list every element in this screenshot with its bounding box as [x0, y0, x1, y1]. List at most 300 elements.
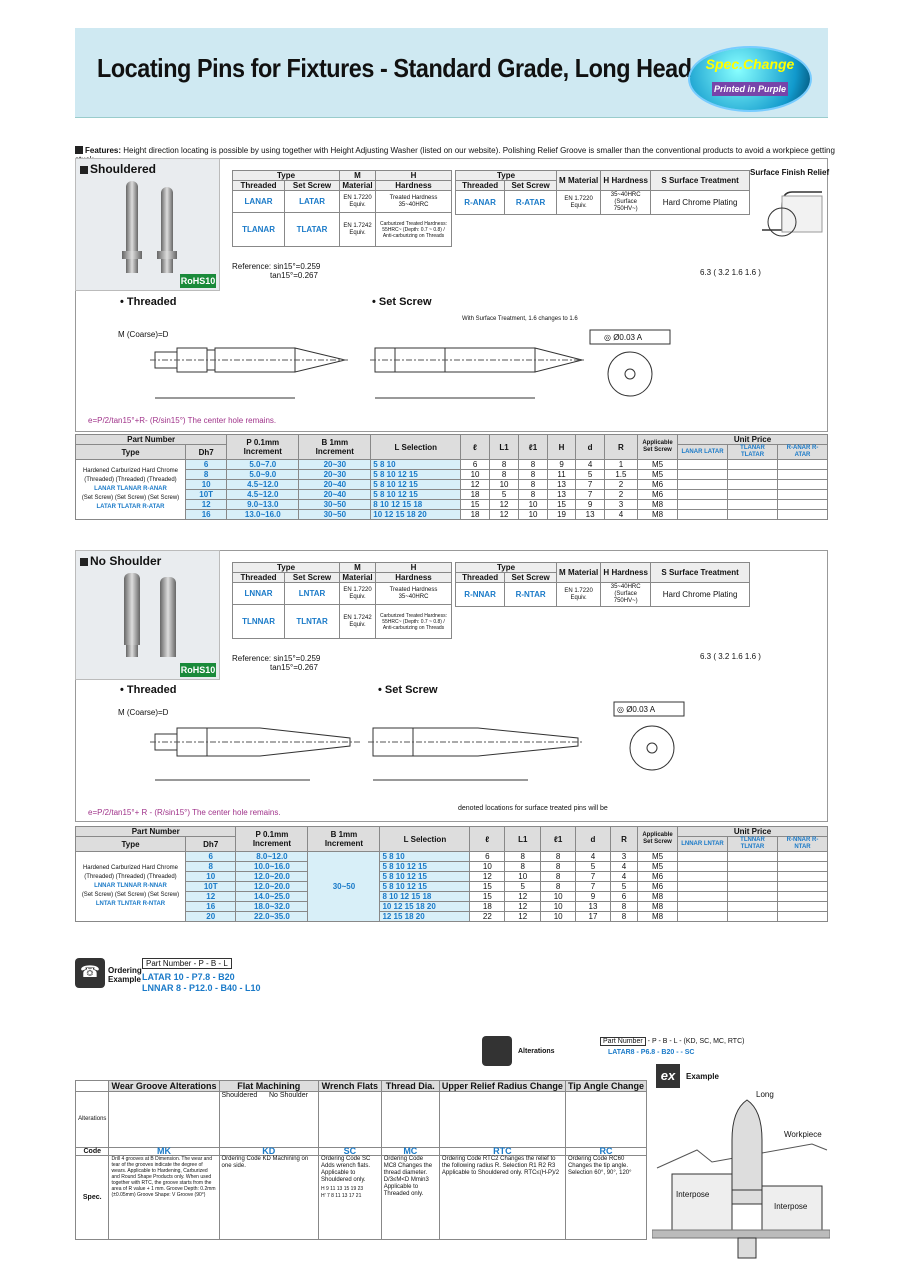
dd-cell: 13: [576, 510, 605, 520]
r-header: R: [610, 827, 637, 852]
alt-col-header: Upper Relief Radius Change: [439, 1081, 565, 1092]
row-label: Code: [76, 1148, 109, 1156]
type-header: Type: [76, 445, 186, 460]
dd-cell: 13: [576, 902, 611, 912]
p-cell: 8.0~12.0: [236, 852, 308, 862]
price-cell: [778, 892, 828, 902]
d-cell: 12: [186, 500, 227, 510]
alt-drawing-kd: Shouldered No Shoulder: [219, 1092, 318, 1148]
roughness-symbols: 6.3 ( 3.2 1.6 1.6 ): [700, 652, 761, 661]
h-cell: 13: [547, 480, 576, 490]
with-surface-note: With Surface Treatment, 1.6 changes to 1.6: [462, 316, 578, 322]
spec-cell: Ordering Code RTC2 Changes the relief to the following radius R. Selection R1 R2 R3 Applicable to Shouldered only. RTC≤(H-P)/2: [439, 1156, 565, 1240]
p-cell: 5.0~7.0: [227, 460, 299, 470]
hardness-cell: Treated Hardness 35~40HRC: [376, 191, 452, 213]
ell1-cell: 8: [541, 862, 576, 872]
price-cell: [778, 460, 828, 470]
e-formula-note: e=P/2/tan15°+R- (R/sin15°) The center hole remains.: [88, 416, 277, 425]
ell-header: ℓ: [470, 827, 505, 852]
l-cell: 5 8 10 12 15: [371, 470, 461, 480]
type-header: Type: [456, 171, 557, 181]
h-cell: 19: [547, 510, 576, 520]
b-header: B 1mm Increment: [299, 435, 371, 460]
material-header: Material: [340, 181, 376, 191]
pin-shoulder: [157, 251, 177, 259]
price-cell: [728, 500, 778, 510]
price-cell: [678, 862, 728, 872]
l1-cell: 8: [505, 852, 541, 862]
r-cell: 1: [604, 460, 637, 470]
surface-header: S Surface Treatment: [651, 563, 750, 583]
unit-price-header: Unit Price: [678, 435, 828, 445]
setscrew-header: Set Screw: [285, 181, 340, 191]
roughness-symbols: 6.3 ( 3.2 1.6 1.6 ): [700, 268, 761, 277]
noshoulder-spec-table-right: [455, 562, 750, 607]
l1-cell: 12: [505, 892, 541, 902]
price-cell: [778, 912, 828, 922]
ell-cell: 6: [470, 852, 505, 862]
ell-cell: 18: [470, 902, 505, 912]
unit-price-header: Unit Price: [678, 827, 828, 837]
badge-line1: Spec.Change: [705, 56, 795, 72]
type-description: Hardened Carburized Hard Chrome (Threaded) (Threaded) (Threaded) LNNAR TLNNAR R-NNAR (Set Screw) (Set Screw) (Set Screw) LNTAR TLNTAR R-NTAR: [76, 852, 186, 922]
l-cell: 5 8 10: [371, 460, 461, 470]
ell1-cell: 8: [541, 872, 576, 882]
square-bullet-icon: [80, 558, 88, 566]
p-cell: 9.0~13.0: [227, 500, 299, 510]
type-cell: R-NNAR: [456, 583, 505, 607]
pin-image: [124, 573, 140, 645]
material-header: M Material: [557, 171, 601, 191]
type-header: Type: [233, 563, 340, 573]
r-cell: 4: [610, 872, 637, 882]
ordering-icon: ☎: [75, 958, 105, 988]
s-cell: M5: [638, 470, 678, 480]
ell1-header: ℓ1: [519, 435, 548, 460]
shouldered-title: [80, 162, 156, 176]
code-cell: MC: [381, 1148, 439, 1156]
m-coarse-label: M (Coarse)=D: [118, 708, 169, 717]
dd-cell: 9: [576, 500, 605, 510]
price-col-header: R-NNAR R-NTAR: [778, 837, 828, 852]
price-cell: [678, 470, 728, 480]
price-cell: [728, 510, 778, 520]
interpose-label: Interpose: [676, 1190, 710, 1199]
l1-header: L1: [489, 435, 518, 460]
ordering-label: Ordering Example: [108, 966, 142, 984]
shouldered-spec-table-right: [455, 170, 750, 215]
dd-cell: 5: [576, 862, 611, 872]
l-cell: 5 8 10 12 15: [371, 480, 461, 490]
price-cell: [728, 862, 778, 872]
d-cell: 10: [186, 480, 227, 490]
shouldered-parts-table: [75, 434, 828, 520]
p-cell: 14.0~25.0: [236, 892, 308, 902]
material-cell: EN 1.7220 Equiv.: [340, 191, 376, 213]
ell1-cell: 10: [541, 912, 576, 922]
p-cell: 12.0~20.0: [236, 882, 308, 892]
h-header: H: [376, 171, 452, 181]
h-cell: 11: [547, 470, 576, 480]
pin-thread: [126, 259, 138, 273]
d-cell: 12: [186, 892, 236, 902]
shouldered-spec-table-left: [232, 170, 452, 247]
ell-cell: 22: [470, 912, 505, 922]
surface-finish-relief-diagram: [752, 182, 828, 262]
s-cell: M6: [638, 480, 678, 490]
d-cell: 20: [186, 912, 236, 922]
b-cell: 30~50: [299, 510, 371, 520]
material-header: Material: [340, 573, 376, 583]
r-cell: 3: [604, 500, 637, 510]
ell1-cell: 10: [519, 510, 548, 520]
l-cell: 5 8 10 12 15: [380, 862, 470, 872]
d-header: Dh7: [186, 837, 236, 852]
r-cell: 4: [610, 862, 637, 872]
code-cell: MK: [109, 1148, 219, 1156]
threaded-header: Threaded: [233, 181, 285, 191]
type-cell: TLANAR: [233, 213, 285, 247]
r-cell: 5: [610, 882, 637, 892]
material-cell: EN 1.7220 Equiv.: [557, 191, 601, 215]
price-cell: [678, 500, 728, 510]
price-cell: [728, 480, 778, 490]
alterations-table: [75, 1080, 647, 1240]
denoted-note: denoted locations for surface treated pins will be: [458, 805, 608, 812]
m-header: M: [340, 563, 376, 573]
price-cell: [778, 872, 828, 882]
type-cell: LNNAR: [233, 583, 285, 605]
price-cell: [728, 852, 778, 862]
price-cell: [778, 490, 828, 500]
pin-shoulder: [122, 251, 142, 259]
price-cell: [678, 892, 728, 902]
ell-cell: 18: [461, 490, 490, 500]
ell1-cell: 10: [519, 500, 548, 510]
price-cell: [728, 912, 778, 922]
price-cell: [778, 852, 828, 862]
square-bullet-icon: [80, 166, 88, 174]
dd-cell: 4: [576, 852, 611, 862]
l-cell: 8 10 12 15 18: [371, 500, 461, 510]
s-cell: M5: [638, 852, 678, 862]
d-cell: 10: [186, 872, 236, 882]
row-label: Alterations: [76, 1092, 109, 1148]
l-cell: 5 8 10 12 15: [380, 882, 470, 892]
ell1-header: ℓ1: [541, 827, 576, 852]
type-description: Hardened Carburized Hard Chrome (Threaded) (Threaded) (Threaded) LANAR TLANAR R-ANAR (Set Screw) (Set Screw) (Set Screw) LATAR TLATAR R-ATAR: [76, 460, 186, 520]
d-cell: 16: [186, 902, 236, 912]
type-cell: R-NTAR: [505, 583, 557, 607]
price-cell: [678, 912, 728, 922]
ell-cell: 18: [461, 510, 490, 520]
price-col-header: LANAR LATAR: [678, 445, 728, 460]
pin-image: [126, 181, 138, 261]
r-cell: 3: [610, 852, 637, 862]
threaded-header: Threaded: [233, 573, 285, 583]
d-cell: 6: [186, 460, 227, 470]
s-cell: M5: [638, 862, 678, 872]
h-header: H: [376, 563, 452, 573]
l1-cell: 12: [505, 902, 541, 912]
dd-cell: 7: [576, 882, 611, 892]
l1-cell: 8: [505, 862, 541, 872]
price-cell: [678, 902, 728, 912]
l1-cell: 12: [489, 510, 518, 520]
alt-drawing-mc: [381, 1092, 439, 1148]
s-cell: M8: [638, 892, 678, 902]
reference-line1: Reference: sin15°=0.259: [232, 262, 321, 271]
r-cell: 6: [610, 892, 637, 902]
l1-cell: 8: [489, 460, 518, 470]
b-cell: 20~40: [299, 480, 371, 490]
price-cell: [778, 470, 828, 480]
l1-cell: 10: [505, 872, 541, 882]
h-cell: 15: [547, 500, 576, 510]
long-label: Long: [756, 1090, 774, 1099]
price-cell: [678, 480, 728, 490]
type-cell: LATAR: [285, 191, 340, 213]
d-cell: 10T: [186, 490, 227, 500]
surface-finish-relief-label: Surface Finish Relief: [750, 168, 830, 177]
l1-cell: 5: [505, 882, 541, 892]
example-badge: ex: [656, 1064, 680, 1088]
l1-cell: 5: [489, 490, 518, 500]
ell1-cell: 8: [519, 480, 548, 490]
d-header: d: [576, 827, 611, 852]
hardness-cell: Treated Hardness 35~40HRC: [376, 583, 452, 605]
p-cell: 10.0~16.0: [236, 862, 308, 872]
pin-image: [160, 577, 176, 657]
alt-col-header: Tip Angle Change: [565, 1081, 646, 1092]
price-cell: [678, 882, 728, 892]
alt-col-header: Wrench Flats: [318, 1081, 381, 1092]
b-header: B 1mm Increment: [308, 827, 380, 852]
p-cell: 12.0~20.0: [236, 872, 308, 882]
h-cell: 9: [547, 460, 576, 470]
price-cell: [728, 902, 778, 912]
price-cell: [678, 460, 728, 470]
ell1-cell: 10: [541, 902, 576, 912]
price-cell: [778, 862, 828, 872]
material-cell: EN 1.7242 Equiv.: [340, 605, 376, 639]
alterations-icon: [482, 1036, 512, 1066]
spec-cell: Drill 4 grooves at B Dimension. The wear and tear of the grooves indicate the degree of wears. Applicable to Hardening, Carburized and Round Shape Products only. When used together with RTC, the groove starts from the area of R value + 1 mm. Groove Depth: 0.2mm (±0.05mm) Groove Shape: V Groove (90°): [109, 1156, 219, 1240]
l-cell: 12 15 18 20: [380, 912, 470, 922]
material-header: M Material: [557, 563, 601, 583]
l-cell: 10 12 15 18 20: [371, 510, 461, 520]
spec-cell: Ordering Code KD Machining on one side.: [219, 1156, 318, 1240]
r-cell: 8: [610, 912, 637, 922]
d-header: d: [576, 435, 605, 460]
type-cell: R-ANAR: [456, 191, 505, 215]
part-number-header: Part Number: [76, 435, 227, 445]
ell1-cell: 8: [541, 852, 576, 862]
type-cell: R-ATAR: [505, 191, 557, 215]
dd-cell: 7: [576, 872, 611, 882]
ell-cell: 12: [461, 480, 490, 490]
r-cell: 2: [604, 490, 637, 500]
d-cell: 6: [186, 852, 236, 862]
ordering-example1: LATAR 10 - P7.8 - B20: [142, 972, 235, 982]
hardness-cell: Carburized Treated Hardness: 55HRC~ (Depth: 0.7 ~ 0.8) / Anti-carburizing on Threads: [376, 213, 452, 247]
hardness-header: H Hardness: [601, 563, 651, 583]
dd-cell: 7: [576, 490, 605, 500]
s-cell: M6: [638, 872, 678, 882]
p-cell: 13.0~16.0: [227, 510, 299, 520]
price-cell: [728, 490, 778, 500]
hardness-header: H Hardness: [601, 171, 651, 191]
p-cell: 5.0~9.0: [227, 470, 299, 480]
surface-cell: Hard Chrome Plating: [651, 583, 750, 607]
interpose-label: Interpose: [774, 1202, 808, 1211]
shouldered-photo: [75, 158, 220, 291]
p-cell: 18.0~32.0: [236, 902, 308, 912]
d-cell: 16: [186, 510, 227, 520]
b-cell: 20~30: [299, 470, 371, 480]
spec-change-badge: [690, 48, 810, 110]
type-cell: TLNNAR: [233, 605, 285, 639]
ns-setscrew-pin-drawing: [368, 712, 588, 792]
price-cell: [728, 470, 778, 480]
ell-cell: 6: [461, 460, 490, 470]
l-cell: 8 10 12 15 18: [380, 892, 470, 902]
price-cell: [728, 892, 778, 902]
alt-drawing-mk: [109, 1092, 219, 1148]
setscrew-label: • Set Screw: [378, 684, 438, 696]
material-cell: EN 1.7220 Equiv.: [340, 583, 376, 605]
price-cell: [678, 490, 728, 500]
ordering-header: Part Number - P - B - L: [142, 958, 232, 969]
r-cell: 1.5: [604, 470, 637, 480]
l-cell: 10 12 15 18 20: [380, 902, 470, 912]
ell-cell: 10: [461, 470, 490, 480]
part-number-header: Part Number: [76, 827, 236, 837]
l-cell: 5 8 10: [380, 852, 470, 862]
alterations-example: LATAR8 - P6.8 - B20 - - SC: [608, 1049, 695, 1056]
ell1-cell: 10: [541, 892, 576, 902]
s-cell: M8: [638, 912, 678, 922]
type-header: Type: [456, 563, 557, 573]
ell-cell: 15: [470, 892, 505, 902]
s-cell: M8: [638, 902, 678, 912]
noshoulder-photo: [75, 550, 220, 680]
surface-cell: Hard Chrome Plating: [651, 191, 750, 215]
square-bullet-icon: [75, 146, 83, 154]
hardness-cell: 35~40HRC (Surface 750HV~): [601, 191, 651, 215]
tolerance-label: ◎ Ø0.03 A: [604, 333, 643, 342]
m-header: M: [340, 171, 376, 181]
price-cell: [728, 872, 778, 882]
spec-cell: Ordering Code SC Adds wrench flats. Applicable to Shouldered only. H 9 11 13 15 19 23 H' 7 8 11 13 17 21: [318, 1156, 381, 1240]
type-cell: TLNTAR: [285, 605, 340, 639]
price-col-header: R-ANAR R-ATAR: [778, 445, 828, 460]
d-header: Dh7: [186, 445, 227, 460]
h-cell: 13: [547, 490, 576, 500]
price-cell: [778, 882, 828, 892]
l1-cell: 12: [489, 500, 518, 510]
ell1-cell: 8: [541, 882, 576, 892]
material-cell: EN 1.7220 Equiv.: [557, 583, 601, 607]
reference-line2: tan15°=0.267: [270, 663, 318, 672]
rohs-badge: RoHS10: [180, 665, 216, 675]
alt-drawing-rc: [565, 1092, 646, 1148]
row-label: Spec.: [76, 1156, 109, 1240]
noshoulder-title: [80, 554, 161, 568]
b-cell: 20~40: [299, 490, 371, 500]
r-cell: 2: [604, 480, 637, 490]
b-cell: 30~50: [308, 852, 380, 922]
l1-cell: 10: [489, 480, 518, 490]
ell1-cell: 8: [519, 460, 548, 470]
ell1-cell: 8: [519, 470, 548, 480]
dd-cell: 17: [576, 912, 611, 922]
alt-drawing-rtc: [439, 1092, 565, 1148]
type-header: Type: [76, 837, 186, 852]
ell-cell: 15: [470, 882, 505, 892]
p-header: P 0.1mm Increment: [227, 435, 299, 460]
noshoulder-spec-table-left: [232, 562, 452, 639]
setscrew-header: Set Screw: [505, 573, 557, 583]
s-cell: M5: [638, 460, 678, 470]
ordering-example2: LNNAR 8 - P12.0 - B40 - L10: [142, 983, 261, 993]
r-cell: 4: [604, 510, 637, 520]
features-label: Features:: [85, 146, 122, 155]
price-cell: [778, 902, 828, 912]
d-cell: 8: [186, 862, 236, 872]
l-cell: 5 8 10 12 15: [371, 490, 461, 500]
alterations-label: Alterations: [518, 1048, 555, 1055]
page-title: Locating Pins for Fixtures - Standard Grade, Long Head: [97, 53, 692, 83]
price-cell: [728, 460, 778, 470]
r-header: R: [604, 435, 637, 460]
p-header: P 0.1mm Increment: [236, 827, 308, 852]
l-header: L Selection: [371, 435, 461, 460]
price-cell: [678, 510, 728, 520]
s-cell: M8: [638, 500, 678, 510]
alterations-header: Part Number - P - B - L - (KD, SC, MC, RTC): [600, 1038, 744, 1045]
setscrew-header: Set Screw: [285, 573, 340, 583]
code-cell: RTC: [439, 1148, 565, 1156]
threaded-header: Threaded: [456, 573, 505, 583]
ell-cell: 15: [461, 500, 490, 510]
hardness-cell: Carburized Treated Hardness: 55HRC~ (Depth: 0.7 ~ 0.8) / Anti-carburizing on Threads: [376, 605, 452, 639]
l-header: L Selection: [380, 827, 470, 852]
threaded-label: • Threaded: [120, 296, 177, 308]
features-body: Height direction locating is possible by using together with Height Adjusting Washer (listed on our website). Polishing Relief Groove is smaller than the conventional products to avoid a workpiece getting: [123, 146, 835, 155]
b-cell: 30~50: [299, 500, 371, 510]
spec-cell: Ordering Code MC8 Changes the thread diameter. D/3≤M<D Mmin3 Applicable to Threaded only.: [381, 1156, 439, 1240]
rohs-badge: RoHS10: [180, 276, 216, 286]
price-col-header: LNNAR LNTAR: [678, 837, 728, 852]
ell-cell: 12: [470, 872, 505, 882]
threaded-pin-drawing: [150, 330, 360, 410]
setscrew-label: • Set Screw: [372, 296, 432, 308]
type-header: Type: [233, 171, 340, 181]
d-cell: 10T: [186, 882, 236, 892]
reference-line2: tan15°=0.267: [270, 271, 318, 280]
s-cell: M6: [638, 490, 678, 500]
noshoulder-title-text: No Shoulder: [90, 554, 162, 568]
reference-line1: Reference: sin15°=0.259: [232, 654, 321, 663]
dd-cell: 9: [576, 892, 611, 902]
s-cell: M8: [638, 510, 678, 520]
price-cell: [678, 872, 728, 882]
price-cell: [778, 510, 828, 520]
example-diagram: [652, 1090, 830, 1260]
tolerance-label: ◎ Ø0.03 A: [617, 705, 656, 714]
shouldered-title-text: Shouldered: [90, 162, 157, 176]
